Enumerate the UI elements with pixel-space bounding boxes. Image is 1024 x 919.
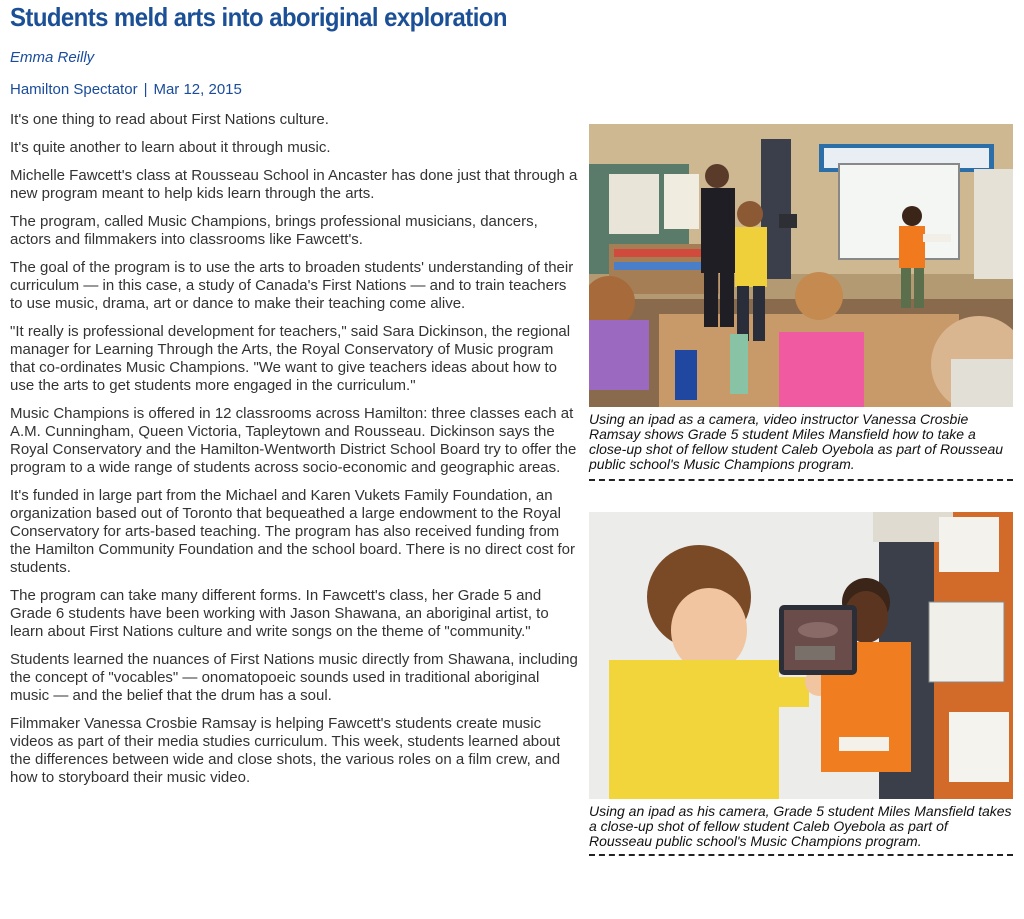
- paragraph: It's funded in large part from the Michael and Karen Vukets Family Foundation, an organization based out of Toronto that bequeathed a large endowment to the Royal Conservatory for arts-based teaching. The program has also received funding from the Hamilton Community Foundation and the school board. There is no direct cost for students.: [10, 487, 576, 576]
- paragraph: It's one thing to read about First Nations culture.: [10, 111, 329, 128]
- paragraph: Music Champions is offered in 12 classrooms across Hamilton: three classes each at A.M. Cunningham, Queen Victoria, Tapleytown and Rousseau. Dickinson says the Royal Conservatory and the Hamilton-Wentworth District School Board try to offer the program to a wide range of students across socio-economic and geographic areas.: [10, 405, 577, 476]
- photo-caption: Using an ipad as his camera, Grade 5 student Miles Mansfield takes a close-up shot of fellow student Caleb Oyebola as part of Rousseau public school's Music Champions program.: [589, 799, 1013, 856]
- paragraph: Students learned the nuances of First Nations music directly from Shawana, including the concept of "vocables" — onomatopoeic sounds used in traditional aboriginal music — and the belief that the drum has a soul.: [10, 651, 578, 704]
- closeup-illustration: [589, 512, 1013, 799]
- dateline-separator: |: [143, 81, 148, 98]
- photo-caption: Using an ipad as a camera, video instructor Vanessa Crosbie Ramsay shows Grade 5 student Miles Mansfield how to take a close-up shot of fellow student Caleb Oyebola as part of Rousseau public school's Music Champions program.: [589, 407, 1013, 481]
- figure-classroom-filming: [589, 124, 1015, 481]
- article-body: [10, 111, 580, 797]
- source-name[interactable]: Hamilton Spectator: [10, 81, 138, 98]
- paragraph: Filmmaker Vanessa Crosbie Ramsay is helping Fawcett's students create music videos as part of their media studies curriculum. This week, students learned about the differences between wide and close shots, the various roles on a film crew, and how to storyboard their music video.: [10, 715, 561, 786]
- paragraph: Michelle Fawcett's class at Rousseau School in Ancaster has done just that through a new program meant to help kids learn through the arts.: [10, 167, 578, 202]
- dateline: [10, 81, 242, 98]
- publish-date: Mar 12, 2015: [153, 81, 242, 98]
- author-byline[interactable]: Emma Reilly: [10, 49, 95, 66]
- paragraph: The goal of the program is to use the arts to broaden students' understanding of their curriculum — in this case, a study of Canada's First Nations — and to train teachers to use music, drama, art or dance to make their teaching come alive.: [10, 259, 574, 312]
- figure-ipad-closeup: [589, 512, 1015, 856]
- classroom-illustration: [589, 124, 1013, 407]
- article-headline: Students meld arts into aboriginal exploration: [10, 2, 507, 32]
- paragraph: "It really is professional development for teachers," said Sara Dickinson, the regional manager for Learning Through the Arts, the Royal Conservatory of Music program that co-ordinates Music Champions. "We want to give teachers ideas about how to use the arts to get students more engaged in the curriculum.": [10, 323, 571, 394]
- ipad-closeup-photo[interactable]: [589, 512, 1013, 799]
- paragraph: The program, called Music Champions, brings professional musicians, dancers, actors and filmmakers into classrooms like Fawcett's.: [10, 213, 538, 248]
- paragraph: It's quite another to learn about it through music.: [10, 139, 331, 156]
- paragraph: The program can take many different forms. In Fawcett's class, her Grade 5 and Grade 6 students have been working with Jason Shawana, an aboriginal artist, to learn about First Nations culture and write songs on the theme of "community.": [10, 587, 549, 640]
- classroom-photo[interactable]: [589, 124, 1013, 407]
